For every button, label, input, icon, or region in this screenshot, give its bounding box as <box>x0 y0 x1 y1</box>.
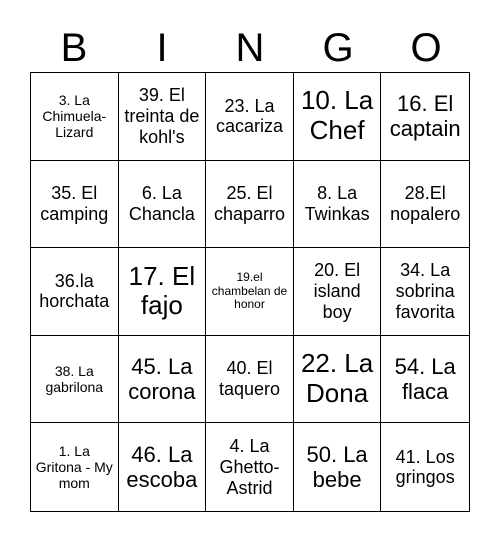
bingo-cell-r5c3[interactable]: 4. La Ghetto-Astrid <box>206 423 294 511</box>
bingo-cell-r4c5[interactable]: 54. La flaca <box>381 336 469 424</box>
bingo-cell-r2c4[interactable]: 8. La Twinkas <box>294 161 382 249</box>
header-letter-n: N <box>235 26 265 70</box>
header-letter-b: B <box>60 26 88 70</box>
bingo-cell-r1c1[interactable]: 3. La Chimuela-Lizard <box>31 73 119 161</box>
bingo-cell-r2c2[interactable]: 6. La Chancla <box>119 161 207 249</box>
bingo-cell-r4c2[interactable]: 45. La corona <box>119 336 207 424</box>
bingo-cell-r1c4[interactable]: 10. La Chef <box>294 73 382 161</box>
bingo-cell-r5c2[interactable]: 46. La escoba <box>119 423 207 511</box>
bingo-cell-r4c1[interactable]: 38. La gabrilona <box>31 336 119 424</box>
bingo-cell-r3c1[interactable]: 36.la horchata <box>31 248 119 336</box>
header-letter-g: G <box>322 26 354 70</box>
bingo-cell-r5c5[interactable]: 41. Los gringos <box>395 446 455 488</box>
header-letter-o: O <box>410 26 442 70</box>
bingo-cell-r1c5[interactable]: 16. El captain <box>381 73 469 161</box>
bingo-cell-r2c3[interactable]: 25. El chaparro <box>206 161 294 249</box>
bingo-board <box>30 72 470 512</box>
bingo-cell-r3c2[interactable]: 17. El fajo <box>119 248 207 336</box>
bingo-cell-r3c3[interactable]: 19.el chambelan de honor <box>206 248 294 336</box>
bingo-cell-r3c4[interactable]: 20. El island boy <box>294 248 382 336</box>
bingo-cell-r4c3[interactable]: 40. El taquero <box>206 336 294 424</box>
header-letter-i: I <box>156 26 168 70</box>
bingo-cell-r2c5[interactable]: 28.El nopalero <box>381 161 469 249</box>
bingo-cell-r2c1[interactable]: 35. El camping <box>31 161 119 249</box>
bingo-header <box>30 18 470 78</box>
bingo-cell-r3c5[interactable]: 34. La sobrina favorita <box>381 248 469 336</box>
bingo-cell-r4c4[interactable]: 22. La Dona <box>294 336 382 424</box>
bingo-cell-r1c3[interactable]: 23. La cacariza <box>206 73 294 161</box>
bingo-cell-r5c4[interactable]: 50. La bebe <box>294 423 382 511</box>
bingo-cell-r5c1[interactable]: 1. La Gritona - My mom <box>31 423 119 511</box>
bingo-cell-r1c2[interactable]: 39. El treinta de kohl's <box>119 73 207 161</box>
